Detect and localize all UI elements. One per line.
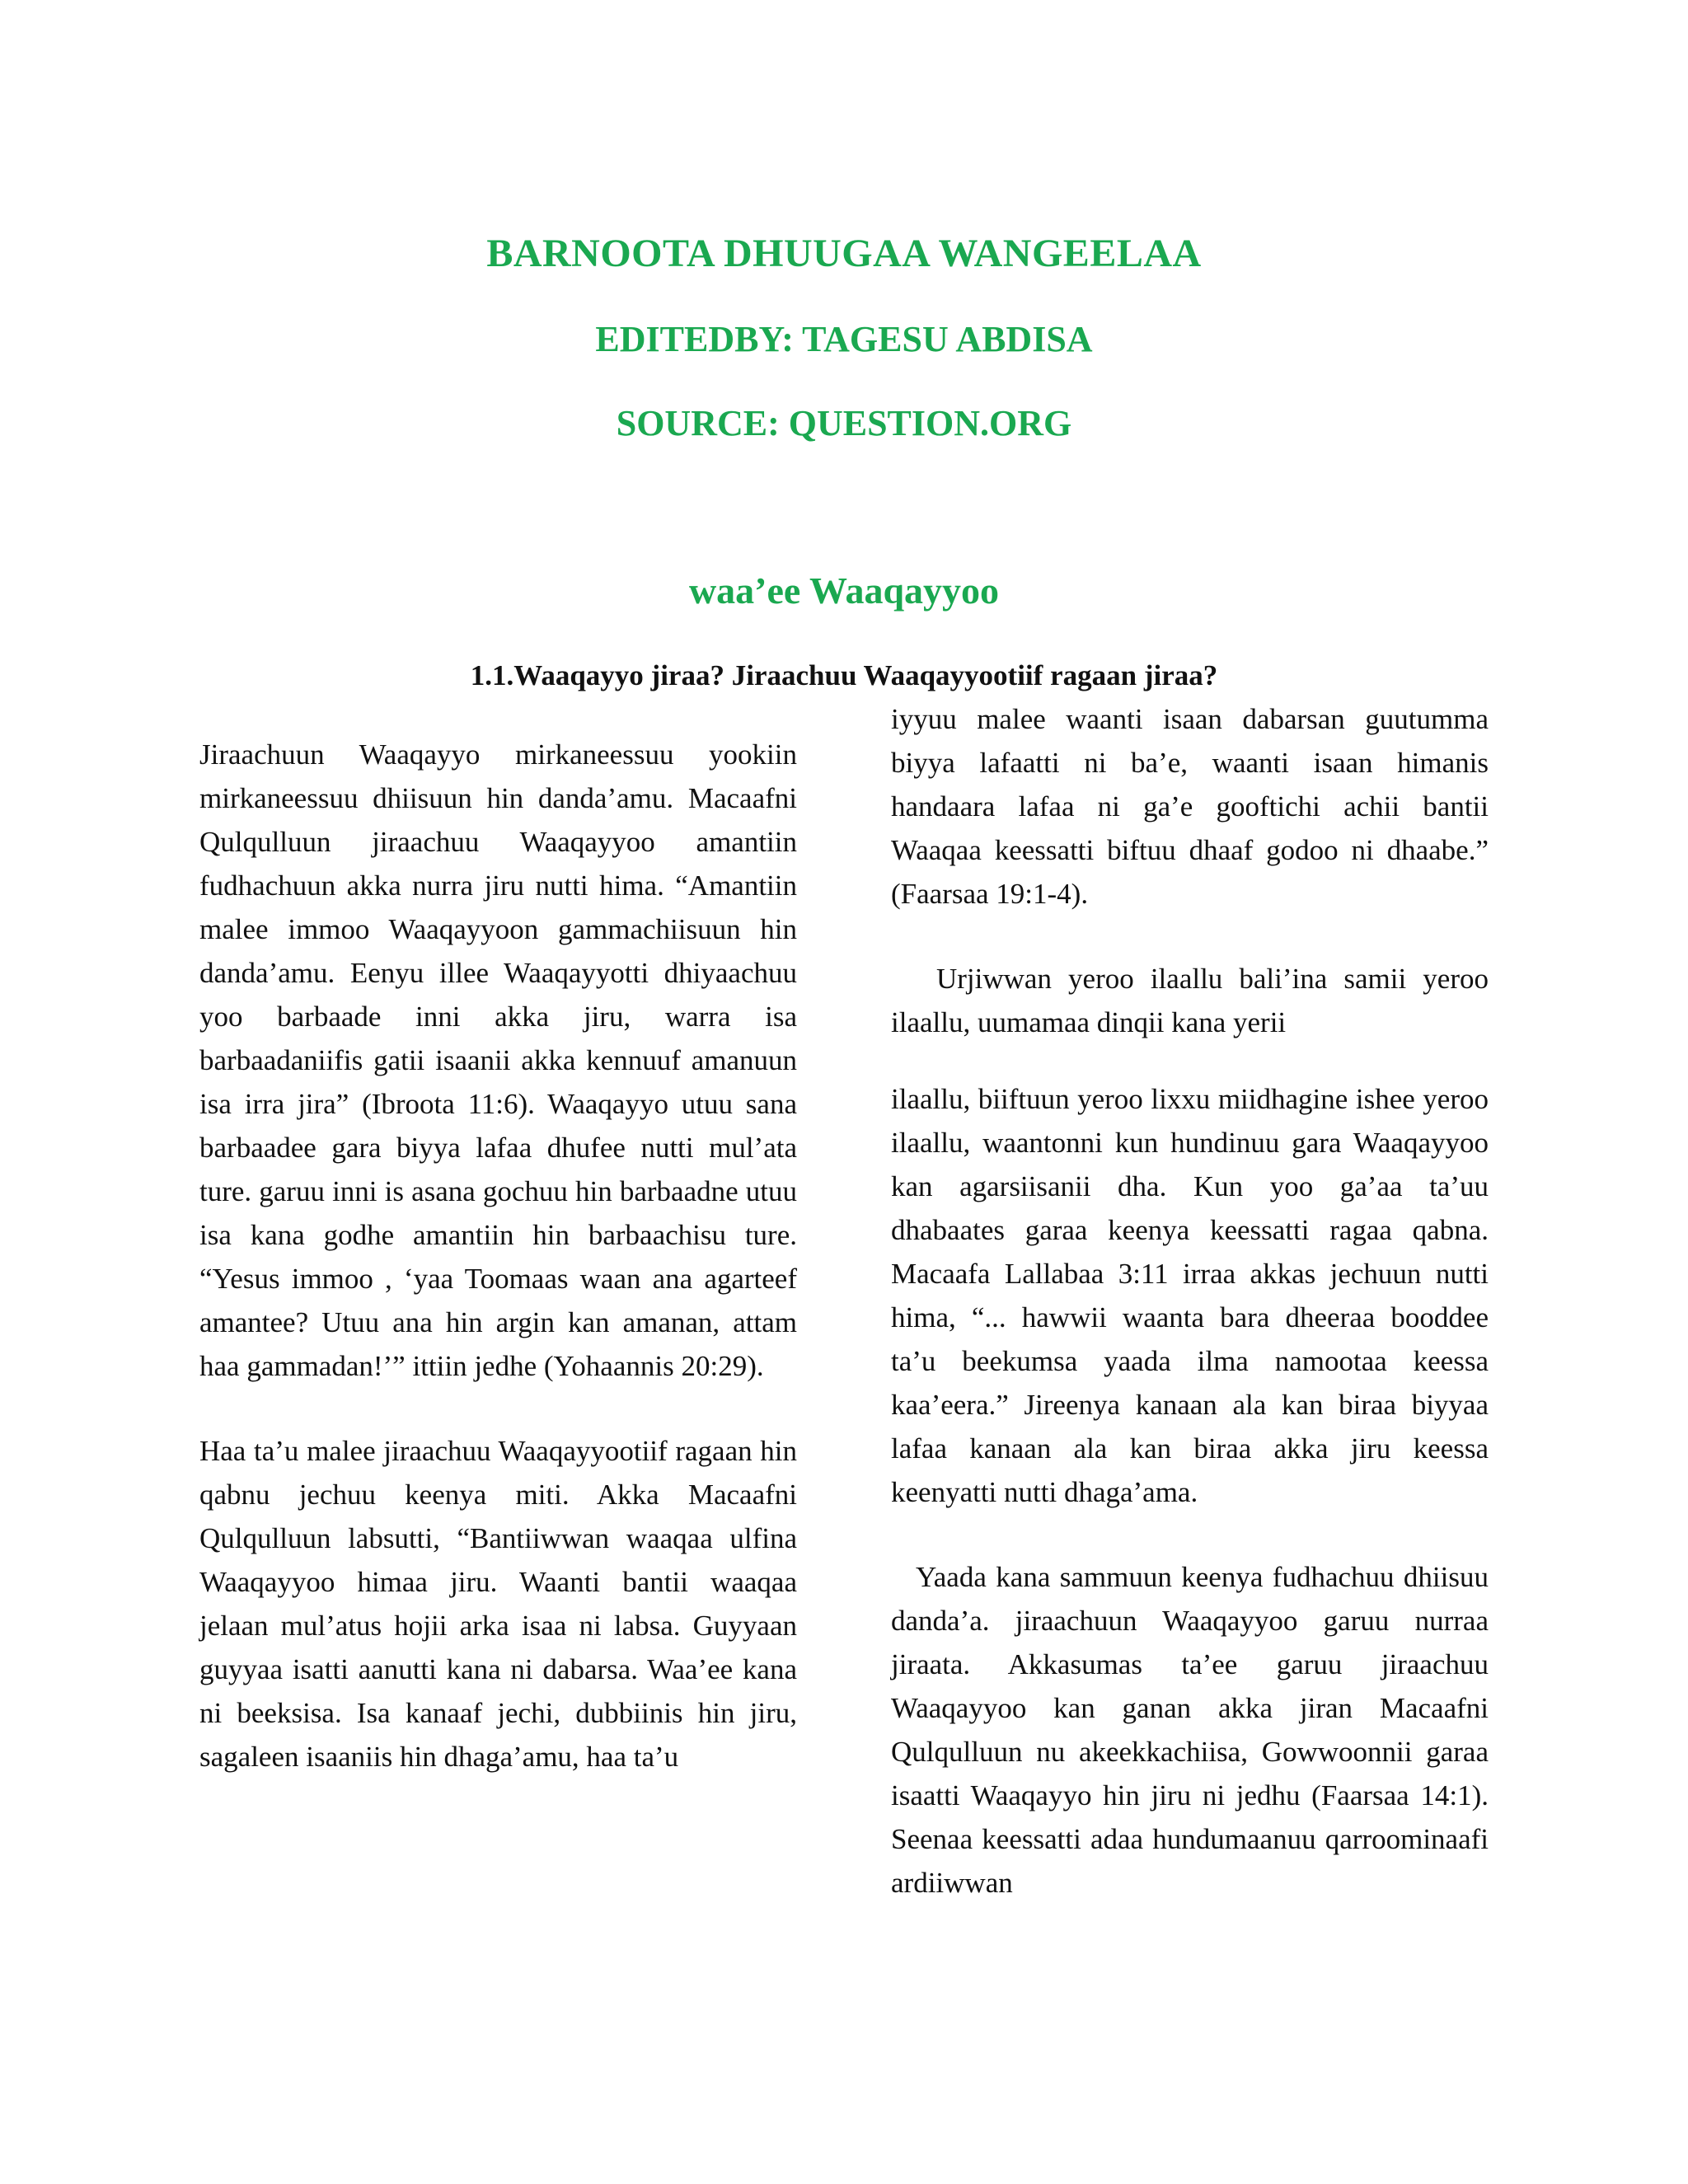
right-paragraph-3: ilaallu, biiftuun yeroo lixxu miidhagine ishee yeroo ilaallu, waantonni kun hundinuu gara Waaqayyoo kan agarsiisanii dha. Kun yoo ga’aa ta’uu dhabaates garaa keenya keessatti ragaa qabna. Macaafa Lallabaa 3:11 irraa akkas jechuun nutti hima, “... hawwii waanta bara dheeraa booddee ta’u beekumsa yaada ilma namootaa keessa kaa’eera.” Jireenya kanaan ala kan biraa biyyaa lafaa kanaan ala kan biraa akka jiru keessa keenyatti nutti dhaga’ama. bbox=[891, 1083, 1489, 1508]
source-line: SOURCE: QUESTION.ORG bbox=[616, 403, 1072, 443]
right-column bbox=[891, 697, 1489, 1905]
left-paragraph-2: Haa ta’u malee jiraachuu Waaqayyootiif ragaan hin qabnu jechuu keenya miti. Akka Macaafni Qulqulluun labsutti, “Bantiiwwan waaqaa ulfina Waaqayyoo himaa jiru. Waanti bantii waaqaa jelaan mul’atus hojii arka isaa ni labsa. Guyyaan guyyaa isatti aanutti kana ni dabarsa. Waa’ee kana ni beeksisa. Isa kanaaf jechi, dubbiinis hin jiru, sagaleen isaaniis hin dhaga’amu, haa ta’u bbox=[199, 1435, 797, 1773]
editor-line: EDITEDBY: TAGESU ABDISA bbox=[595, 319, 1093, 359]
left-column bbox=[199, 733, 797, 1779]
right-paragraph-4: Yaada kana sammuun keenya fudhachuu dhiisuu danda’a. jiraachuun Waaqayyoo garuu nurraa jiraata. Akkasumas ta’ee garuu jiraachuu Waaqayyoo kan ganan akka jiran Macaafni Qulqulluun nu akeekkachiisa, Gowwoonnii garaa isaatti Waaqayyo hin jiru ni jedhu (Faarsaa 14:1). Seenaa keessatti adaa hundumaanuu qarroominaafi ardiiwwan bbox=[891, 1561, 1489, 1899]
right-paragraph-1: iyyuu malee waanti isaan dabarsan guutumma biyya lafaatti ni ba’e, waanti isaan himanis handaara lafaa ni ga’e gooftichi achii bantii Waaqaa keessatti biftuu dhaaf godoo ni dhaabe.” (Faarsaa 19:1-4). bbox=[891, 703, 1489, 910]
right-paragraph-2: Urjiwwan yeroo ilaallu bali’ina samii yeroo ilaallu, uumamaa dinqii kana yerii bbox=[891, 963, 1489, 1038]
left-paragraph-1: Jiraachuun Waaqayyo mirkaneessuu yookiin mirkaneessuu dhiisuun hin danda’amu. Macaafni Qulqulluun jiraachuu Waaqayyoo amantiin fudhachuun akka nurra jiru nutti hima. “Amantiin malee immoo Waaqayyoon gammachiisuun hin danda’amu. Eenyu illee Waaqayyotti dhiyaachuu yoo barbaade inni akka jiru, warra isa barbaadaniifis gatii isaanii akka kennuuf amanuun isa irra jira” (Ibroota 11:6). Waaqayyo utuu sana barbaadee gara biyya lafaa dhufee nutti mul’ata ture. garuu inni is asana gochuu hin barbaadne utuu isa kana godhe amantiin hin barbaachisu ture. “Yesus immoo , ‘yaa Toomaas waan ana agarteef amantee? Utuu ana hin argin kan amanan, attam haa gammadan!’” ittiin jedhe (Yohaannis 20:29). bbox=[199, 738, 797, 1382]
question-heading: 1.1.Waaqayyo jiraa? Jiraachuu Waaqayyootiif ragaan jiraa? bbox=[470, 659, 1218, 691]
section-heading: waa’ee Waaqayyoo bbox=[688, 569, 1000, 612]
document-title: BARNOOTA DHUUGAA WANGEELAA bbox=[486, 232, 1202, 275]
